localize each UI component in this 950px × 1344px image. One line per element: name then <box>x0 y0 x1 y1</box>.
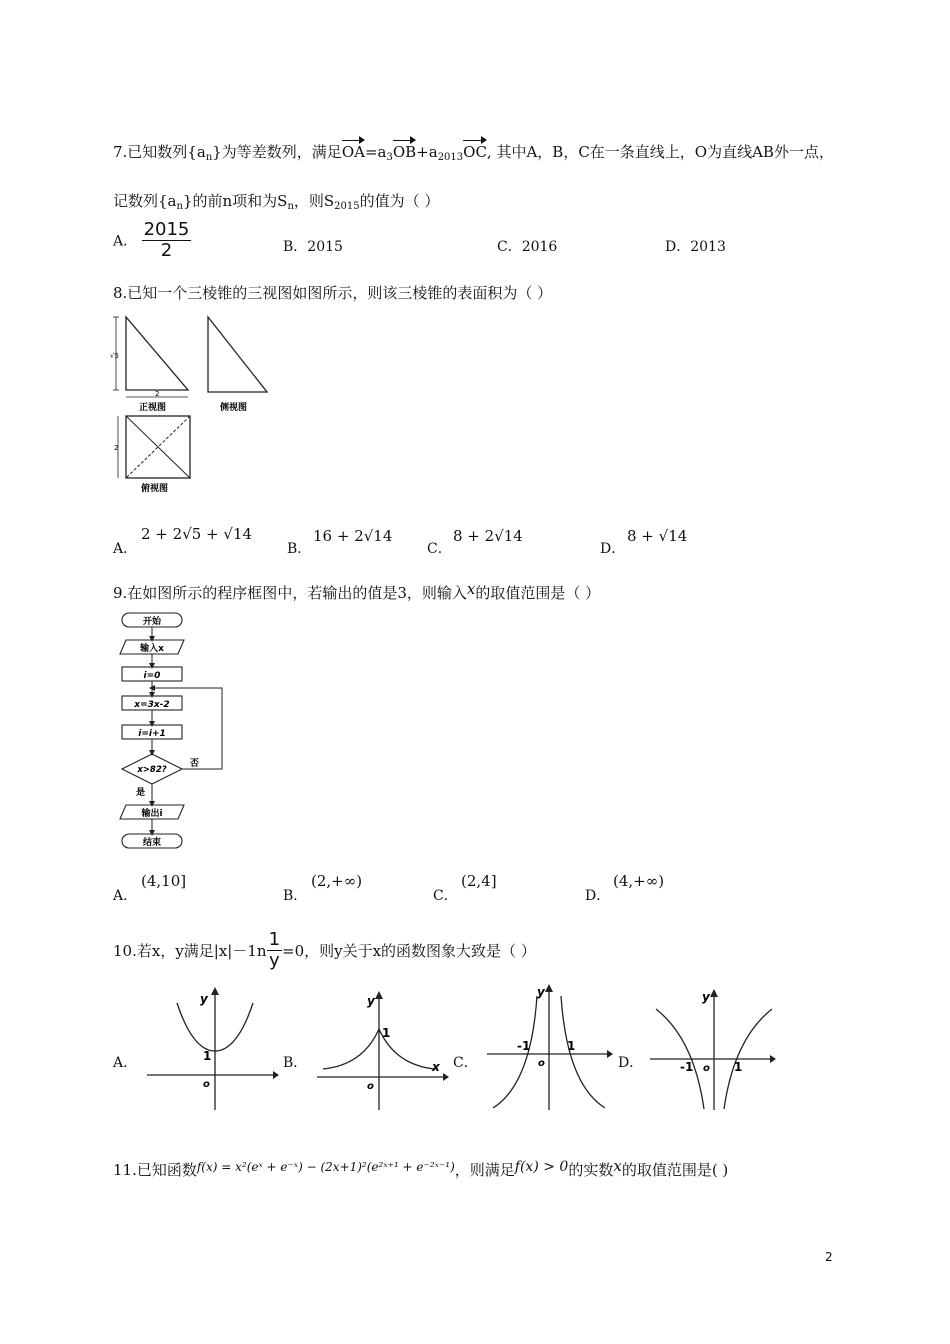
flow-condition-label: x>82? <box>137 765 167 775</box>
axis-x-label: x <box>432 1060 440 1074</box>
vector-ob: OB <box>392 143 417 161</box>
graph-option-a[interactable] <box>145 985 280 1113</box>
origin-label: o <box>538 1058 545 1069</box>
flow-increment-label: i=i+1 <box>138 729 166 739</box>
q7-text: ，则S <box>293 192 335 210</box>
origin-label: o <box>367 1081 374 1092</box>
axis-y-label: y <box>702 990 710 1004</box>
q11-text: 的取值范围是( ) <box>621 1161 729 1179</box>
q10-question <box>113 930 536 971</box>
vector-oa: OA <box>341 143 365 161</box>
flow-start-label: 开始 <box>142 617 162 627</box>
q11-text: 11.已知函数 <box>113 1161 197 1179</box>
var-x: x <box>466 580 476 598</box>
front-view-label: 正视图 <box>139 403 167 413</box>
q7-text: }的前n项和为S <box>182 192 288 210</box>
q7-text: , 其中A，B，C在一条直线上，O为直线AB外一点， <box>486 143 834 161</box>
q9-option-c[interactable]: (2,4] <box>461 872 497 890</box>
vector-oc: OC <box>463 143 487 161</box>
q7-text: }为等差数列，满足 <box>212 143 342 161</box>
graph-option-d[interactable] <box>648 985 778 1113</box>
q7-text: 的值为（ ） <box>359 192 440 210</box>
q9-option-b-label[interactable]: B． <box>283 888 308 904</box>
q11-text: 的实数 <box>568 1161 614 1179</box>
flow-init-label: i=0 <box>143 671 161 681</box>
q9-option-b[interactable]: (2,+∞) <box>311 872 363 890</box>
q7-text: =a <box>364 143 387 161</box>
side-view-label: 侧视图 <box>220 403 248 413</box>
q9-option-c-label[interactable]: C． <box>433 888 458 904</box>
flow-end-label: 结束 <box>142 838 162 848</box>
q9-option-d-label[interactable]: D． <box>585 888 611 904</box>
fraction <box>142 220 192 261</box>
q7-sub: 2015 <box>334 201 360 212</box>
q7-line2 <box>113 190 439 212</box>
graph-option-c[interactable] <box>485 980 615 1113</box>
q11-question <box>113 1157 728 1180</box>
fraction-numerator: 1 <box>268 929 281 950</box>
three-view-diagram <box>112 312 282 497</box>
axis-y-label: y <box>200 992 208 1006</box>
q7-sub: n <box>205 152 213 163</box>
q8-option-d[interactable]: 8 + √14 <box>627 527 688 545</box>
q10-option-b-label[interactable]: B． <box>283 1055 308 1071</box>
dim-2: 2 <box>155 390 160 398</box>
q8-option-d-label[interactable]: D． <box>600 541 626 557</box>
dim-sqrt5: √5 <box>110 352 119 360</box>
flow-output-label: 输出i <box>141 809 163 819</box>
dim-2b: 2 <box>114 444 119 452</box>
q11-text: ，则满足 <box>454 1161 515 1179</box>
origin-label: o <box>203 1079 210 1090</box>
fraction-denominator: y <box>268 950 280 971</box>
q10-text: =0，则y关于x的函数图象大致是（ ） <box>282 942 536 960</box>
option-label: A． <box>113 233 138 250</box>
fraction-numerator: 2015 <box>143 219 190 240</box>
q7-sub: 3 <box>386 152 393 163</box>
q7-text: 7.已知数列{a <box>113 143 206 161</box>
q8-question: 8.已知一个三棱锥的三视图如图所示，则该三棱锥的表面积为（ ） <box>113 284 553 302</box>
axis-y-label: y <box>537 985 545 999</box>
q9-question <box>113 580 600 603</box>
side-view <box>208 317 267 413</box>
q11-function: f(x) = x²(eˣ + e⁻ˣ) − (2x+1)²(e²ˣ⁺¹ + e⁻²ˣ⁻¹) <box>196 1160 455 1174</box>
q9-option-d[interactable]: (4,+∞) <box>613 872 665 890</box>
q8-option-a-label[interactable]: A． <box>113 541 138 557</box>
flow-assign-label: x=3x-2 <box>134 700 170 710</box>
q7-text: 记数列{a <box>113 192 177 210</box>
label-neg-1: -1 <box>517 1039 531 1053</box>
top-view-label: 俯视图 <box>141 484 169 494</box>
q9-option-a[interactable]: (4,10] <box>141 872 187 890</box>
flowchart <box>112 608 232 856</box>
q8-option-b-label[interactable]: B． <box>287 541 312 557</box>
q7-sub: n <box>176 201 183 212</box>
q8-option-c-label[interactable]: C． <box>427 541 452 557</box>
q7-text: +a <box>416 143 438 161</box>
q9-text: 9.在如图所示的程序框图中，若输出的值是3，则输入 <box>113 584 467 602</box>
fraction-denominator: 2 <box>160 240 173 261</box>
label-1: 1 <box>203 1049 212 1063</box>
q10-text: 10.若x，y满足|x|－1n <box>113 942 267 960</box>
label-1: 1 <box>567 1039 576 1053</box>
q7-option-a[interactable] <box>113 220 191 261</box>
label-1: 1 <box>734 1060 743 1074</box>
q8-option-a[interactable]: 2 + 2√5 + √14 <box>141 525 253 543</box>
front-view <box>110 317 188 413</box>
q11-condition: f(x) > 0 <box>514 1159 569 1175</box>
page-number: 2 <box>825 1250 833 1264</box>
q7-sub: 2013 <box>437 152 464 163</box>
flow-input-label: 输入x <box>140 644 164 654</box>
q9-option-a-label[interactable]: A． <box>113 888 138 904</box>
fraction <box>267 930 282 971</box>
label-1: 1 <box>382 1026 391 1040</box>
q10-option-a-label[interactable]: A． <box>113 1055 138 1071</box>
flow-no-label: 否 <box>190 759 200 769</box>
q10-option-c-label[interactable]: C． <box>453 1055 478 1071</box>
q7-sub: n <box>287 201 294 212</box>
flow-yes-label: 是 <box>136 788 146 798</box>
origin-label: o <box>703 1063 710 1074</box>
q8-option-c[interactable]: 8 + 2√14 <box>453 527 523 545</box>
top-view <box>114 416 190 494</box>
var-x: x <box>613 1157 622 1175</box>
q7-option-d[interactable]: D．2013 <box>665 239 726 255</box>
q10-option-d-label[interactable]: D． <box>618 1055 644 1071</box>
q7-option-c[interactable]: C．2016 <box>497 239 558 255</box>
label-neg-1: -1 <box>680 1060 694 1074</box>
q7-option-b[interactable]: B．2015 <box>283 239 343 255</box>
graph-option-b[interactable] <box>315 985 450 1113</box>
axis-y-label: y <box>367 994 375 1008</box>
q8-option-b[interactable]: 16 + 2√14 <box>313 527 393 545</box>
q7-line1 <box>113 141 834 163</box>
q9-text: 的取值范围是（ ） <box>475 584 601 602</box>
